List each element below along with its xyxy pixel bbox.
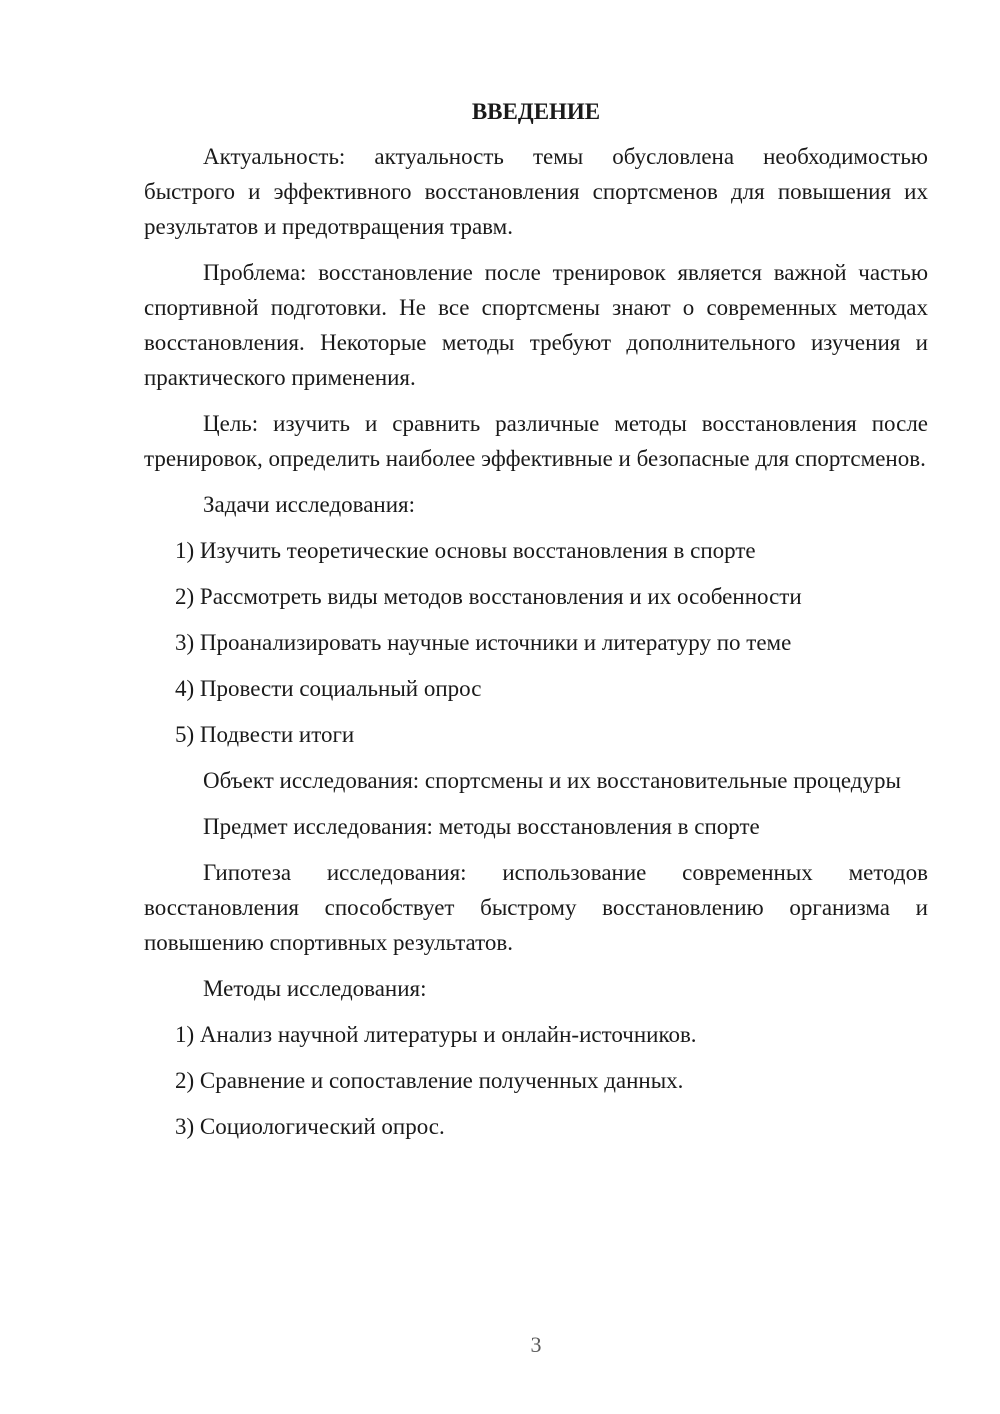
page-number: 3 xyxy=(530,1332,542,1357)
task-item: 3) Проанализировать научные источники и литературу по теме xyxy=(175,630,792,655)
subject-paragraph: Предмет исследования: методы восстановления в спорте xyxy=(203,814,760,839)
task-item: 1) Изучить теоретические основы восстановления в спорте xyxy=(175,538,756,563)
task-item: 2) Рассмотреть виды методов восстановления и их особенности xyxy=(175,584,802,609)
relevance-paragraph: Актуальность: актуальность темы обусловлена необходимостью быстрого и эффективного восстановления спортсменов для повышения их результатов и предотвращения травм. xyxy=(144,144,928,239)
task-item: 4) Провести социальный опрос xyxy=(175,676,482,701)
hypothesis-paragraph: Гипотеза исследования: использование современных методов восстановления способствует быстрому восстановлению организма и повышению спортивных результатов. xyxy=(144,860,928,955)
goal-paragraph: Цель: изучить и сравнить различные методы восстановления после тренировок, определить наиболее эффективные и безопасные для спортсменов. xyxy=(144,411,928,471)
tasks-label: Задачи исследования: xyxy=(203,492,416,517)
method-item: 3) Социологический опрос. xyxy=(175,1114,445,1139)
object-paragraph: Объект исследования: спортсмены и их восстановительные процедуры xyxy=(203,768,901,793)
method-item: 2) Сравнение и сопоставление полученных данных. xyxy=(175,1068,684,1093)
task-item: 5) Подвести итоги xyxy=(175,722,355,747)
section-heading: ВВЕДЕНИЕ xyxy=(471,99,601,124)
methods-label: Методы исследования: xyxy=(203,976,427,1001)
document-body xyxy=(144,94,928,1155)
problem-paragraph: Проблема: восстановление после тренировок является важной частью спортивной подготовки. Не все спортсмены знают о современных методах восстановления. Некоторые методы требуют дополнительного изучения и практического применения. xyxy=(144,260,928,390)
method-item: 1) Анализ научной литературы и онлайн-источников. xyxy=(175,1022,697,1047)
